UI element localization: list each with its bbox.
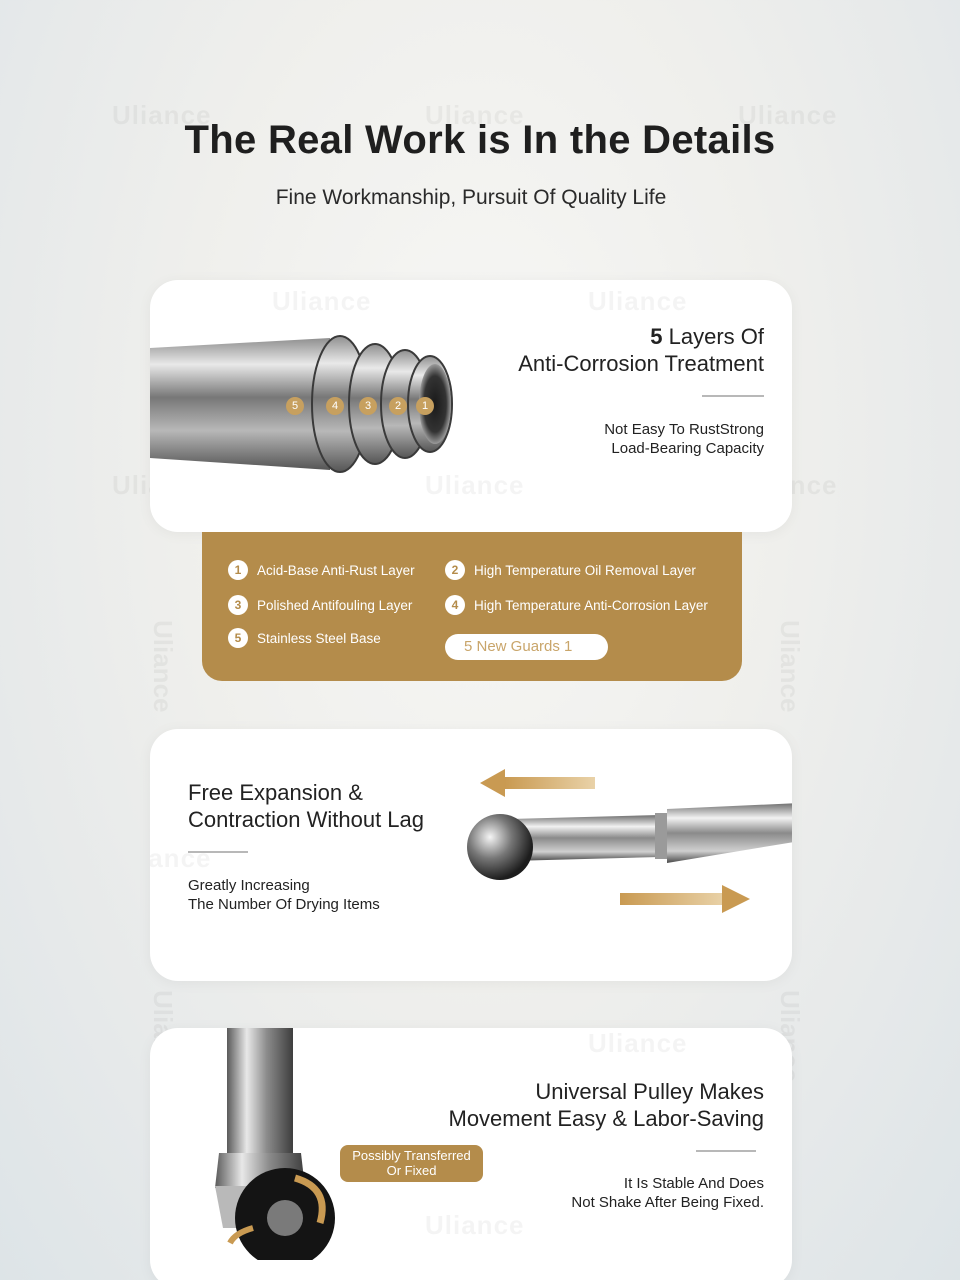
feature-card-expansion [150, 729, 792, 981]
layer-marker: 5 [286, 397, 304, 415]
guards-pill: 5 New Guards 1 [445, 634, 608, 660]
caster-wheel-image [205, 1028, 405, 1260]
layer-marker: 1 [416, 397, 434, 415]
watermark-logo [425, 1210, 525, 1241]
divider [696, 1150, 756, 1152]
feature-heading: 5 Layers Of Anti-Corrosion Treatment [518, 324, 764, 376]
watermark-logo [150, 843, 212, 874]
transfer-fixed-badge: Possibly Transferred Or Fixed [340, 1145, 483, 1182]
feature-description: It Is Stable And Does Not Shake After Being Fixed. [571, 1175, 764, 1211]
feature-description: Greatly Increasing The Number Of Drying Items [188, 877, 380, 913]
legend-item: 4 High Temperature Anti-Corrosion Layer [445, 595, 708, 615]
feature-card-anti-corrosion [150, 280, 792, 532]
layer-marker: 2 [389, 397, 407, 415]
telescopic-rod-image [460, 769, 792, 929]
watermark-logo [147, 620, 178, 713]
page-subtitle: Fine Workmanship, Pursuit Of Quality Life [275, 186, 667, 209]
divider [702, 395, 764, 397]
legend-item: 5 Stainless Steel Base [228, 628, 381, 648]
legend-item: 2 High Temperature Oil Removal Layer [445, 560, 696, 580]
divider [188, 851, 248, 853]
layer-legend-panel [202, 532, 742, 681]
feature-heading: Universal Pulley Makes Movement Easy & Labor-Saving [448, 1079, 764, 1131]
feature-description: Not Easy To RustStrong Load-Bearing Capacity [604, 421, 764, 457]
page-title: The Real Work is In the Details [184, 118, 776, 162]
tube-layers-image [150, 320, 480, 520]
watermark-logo [272, 286, 372, 317]
feature-heading: Free Expansion & Contraction Without Lag [188, 780, 425, 832]
watermark-logo [774, 620, 805, 713]
layer-marker: 4 [326, 397, 344, 415]
layer-marker: 3 [359, 397, 377, 415]
legend-item: 1 Acid-Base Anti-Rust Layer [228, 560, 415, 580]
feature-card-pulley [150, 1028, 792, 1280]
watermark-logo [588, 1028, 688, 1059]
watermark-logo [588, 286, 688, 317]
legend-item: 3 Polished Antifouling Layer [228, 595, 412, 615]
